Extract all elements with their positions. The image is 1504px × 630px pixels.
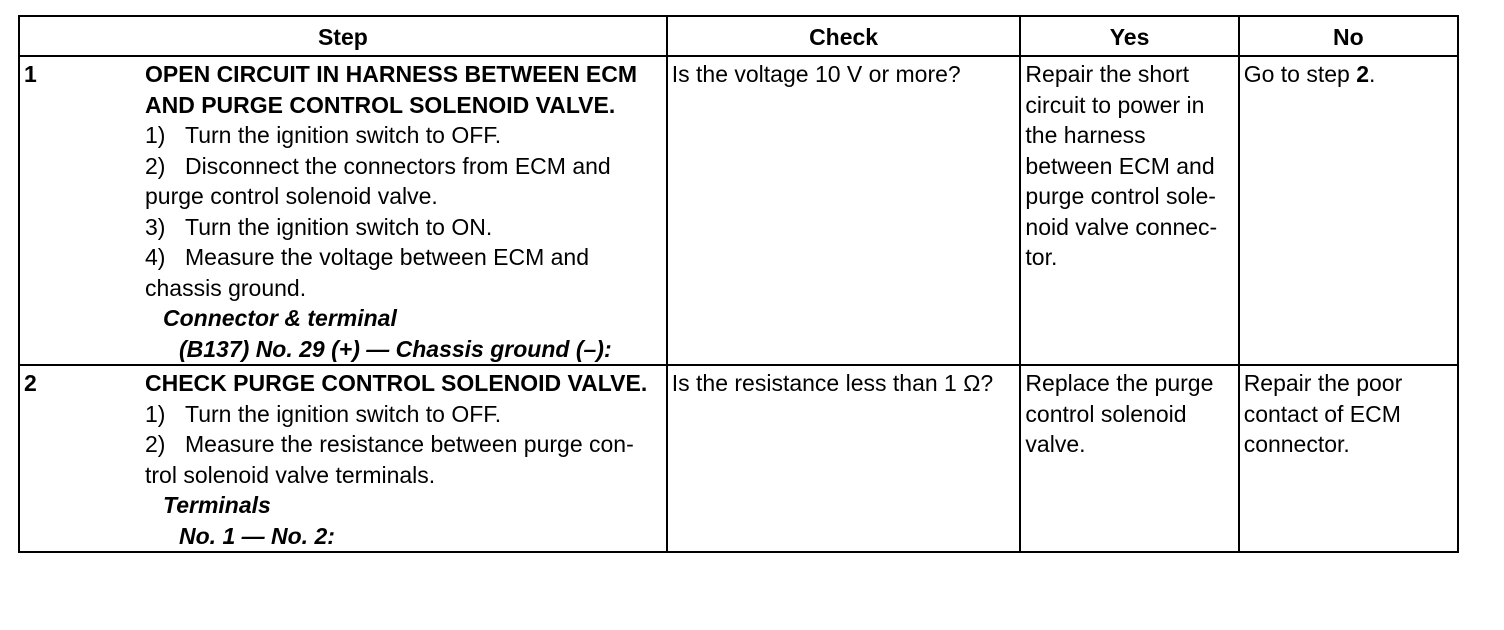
no-cell	[1239, 56, 1458, 365]
yes-cell: Replace the purge control solenoid valve.	[1020, 365, 1238, 552]
spec-value: (B137) No. 29 (+) — Chassis ground (–):	[179, 335, 612, 362]
check-cell: Is the resistance less than 1 Ω?	[667, 365, 1021, 552]
step-title: CHECK PURGE CONTROL SOLENOID VALVE.	[145, 370, 648, 396]
step-number: 2	[24, 370, 37, 396]
table-row	[19, 56, 1458, 365]
substep-text: Turn the ignition switch to OFF.	[185, 122, 502, 148]
substep-text: Turn the ignition switch to ON.	[185, 213, 493, 240]
spec-label: Connector & terminal	[163, 305, 397, 331]
substep	[145, 212, 662, 243]
header-yes: Yes	[1020, 16, 1238, 56]
substep-number: 4)	[145, 244, 166, 270]
step-number: 1	[24, 61, 37, 87]
substep-number: 2)	[145, 431, 166, 457]
check-cell: Is the voltage 10 V or more?	[667, 56, 1021, 365]
diagnostic-table	[18, 15, 1459, 553]
header-check: Check	[667, 16, 1021, 56]
substep-text: Disconnect the connectors from ECM and purge control solenoid valve.	[145, 152, 611, 209]
substep-text: Measure the voltage between ECM and chassis ground.	[145, 244, 590, 301]
header-no: No	[1239, 16, 1458, 56]
step-title: OPEN CIRCUIT IN HARNESS BETWEEN ECM AND PURGE CONTROL SOLENOID VALVE.	[145, 61, 637, 118]
substep	[145, 120, 662, 151]
header-step: Step	[19, 16, 667, 56]
substep	[145, 429, 662, 490]
spec-value: No. 1 — No. 2:	[179, 522, 335, 549]
header-row	[19, 16, 1458, 56]
substep-text: Measure the resistance between purge con-trol solenoid valve terminals.	[145, 431, 634, 488]
substep-number: 3)	[145, 213, 166, 240]
substep	[145, 242, 662, 303]
no-text: Go to step	[1243, 61, 1357, 87]
step-reference: 2	[1356, 61, 1369, 87]
substep-number: 1)	[145, 122, 166, 148]
step-cell	[19, 56, 667, 365]
spec-label: Terminals	[163, 492, 271, 518]
substep-number: 1)	[145, 400, 166, 427]
substep	[145, 399, 662, 430]
no-text-suffix: .	[1369, 61, 1376, 87]
table-row	[19, 365, 1458, 552]
substep-text: Turn the ignition switch to OFF.	[185, 400, 502, 427]
step-cell	[19, 365, 667, 552]
substep	[145, 151, 662, 212]
no-cell: Repair the poor contact of ECM connector.	[1239, 365, 1458, 552]
substep-number: 2)	[145, 152, 166, 179]
yes-cell: Repair the short circuit to power in the harness between ECM and purge control sole-noid valve connec-tor.	[1020, 56, 1238, 365]
